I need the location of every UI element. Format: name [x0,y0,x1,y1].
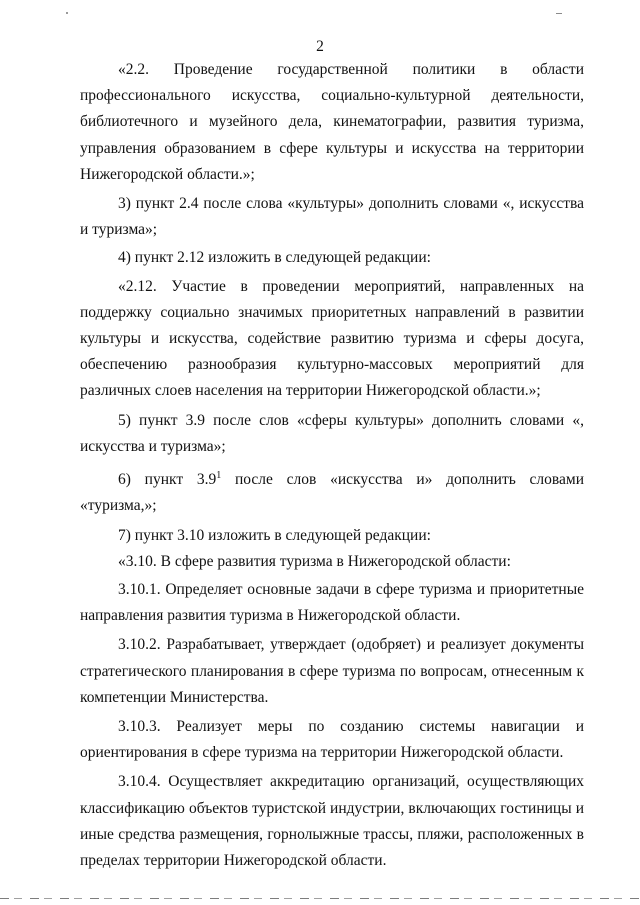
paragraph-item-4: 4) пункт 2.12 изложить в следующей редакции: [118,249,431,267]
paragraph-3-10: «3.10. В сфере развития туризма в Нижегородской области: [118,552,511,570]
scan-speck [66,12,68,14]
document-body [80,57,584,874]
paragraph-3-10-3: 3.10.3. Реализует меры по созданию системы навигации и ориентирования в сфере туризма на территории Нижегородской области. [80,718,584,762]
paragraph-3-10-2: 3.10.2. Разрабатывает, утверждает (одобряет) и реализует документы стратегического планирования в сфере туризма по вопросам, отнесенным к компетенции Министерства. [80,636,584,706]
paragraph-3-10-4: 3.10.4. Осуществляет аккредитацию организаций, осуществляющих классификацию объектов туристской индустрии, включающих гостиницы и иные средства размещения, горнолыжные трассы, пляжи, расположенных в пределах территории Нижегородской области. [80,773,584,870]
item-6-text-start: 6) пункт 3.9 [118,471,217,489]
paragraph-3-10-1: 3.10.1. Определяет основные задачи в сфере туризма и приоритетные направления развития туризма в Нижегородской области. [80,581,584,625]
paragraph-2-12: «2.12. Участие в проведении мероприятий, направленных на поддержку социально значимых приоритетных направлений в развитии культуры и искусства, содействие развитию туризма и сферы досуга, обеспечению разнообразия культурно-массовых мероприятий для различных слоев населения на территории Нижегородской области.»; [80,277,584,400]
paragraph-item-3: 3) пункт 2.4 после слова «культуры» дополнить словами «, искусства и туризма»; [80,195,584,239]
paragraph-item-7: 7) пункт 3.10 изложить в следующей редакции: [118,526,431,544]
paragraph-item-5: 5) пункт 3.9 после слов «сферы культуры» дополнить словами «, искусства и туризма»; [80,411,584,455]
scan-line [556,13,562,14]
scan-bottom-edge [0,898,640,899]
superscript-index: 1 [216,470,222,482]
item-6-text-end: после слов «искусства и» дополнить словами «туризма,»; [80,471,584,515]
page-number: 2 [316,38,324,55]
paragraph-2-2: «2.2. Проведение государственной политики в области профессионального искусства, социально-культурной деятельности, библиотечного и музейного дела, кинематографии, развития туризма, управления образованием в сфере культуры и искусства на территории Нижегородской области.»; [80,61,584,183]
paragraph-item-6 [80,463,584,520]
